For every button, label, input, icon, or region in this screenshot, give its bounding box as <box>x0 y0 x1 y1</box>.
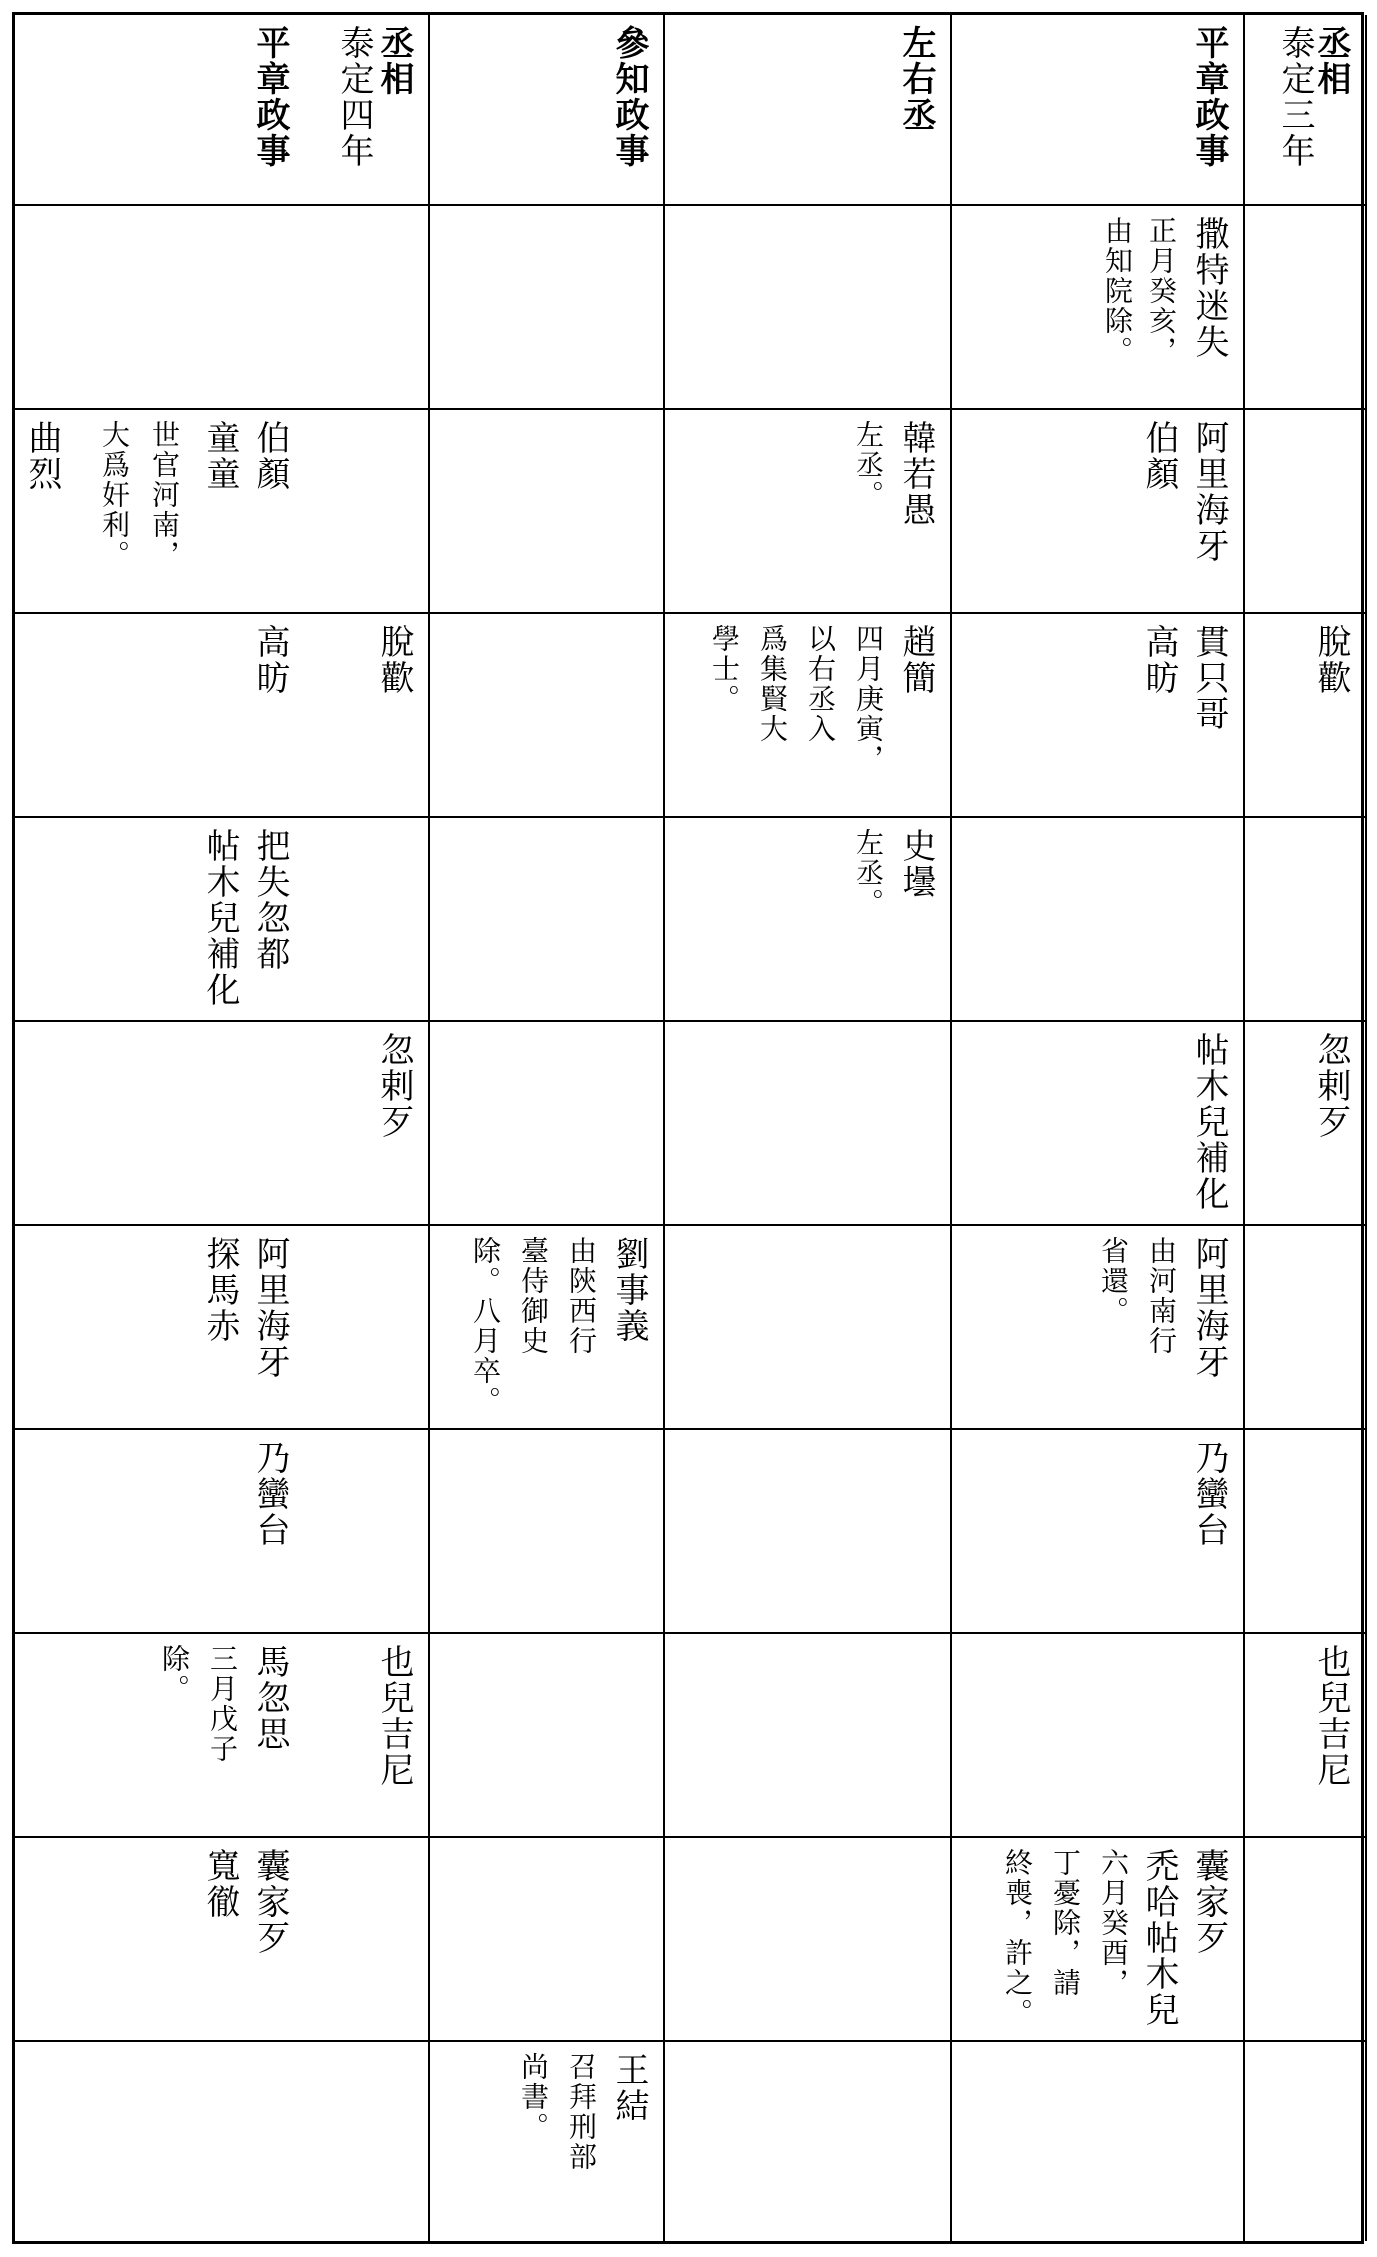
annotation-text: 以右丞入 <box>804 624 837 744</box>
table-cell <box>430 1022 665 1226</box>
table-cell <box>430 818 665 1022</box>
annotation-text: 正月癸亥， <box>1145 216 1178 366</box>
table-cell <box>952 1634 1245 1838</box>
table-cell <box>304 206 430 410</box>
table-cell <box>430 614 665 818</box>
entry-name: 參知政事 <box>609 25 649 169</box>
header-cell-zuoyoucheng-4 <box>665 15 952 206</box>
table-cell <box>304 1430 430 1634</box>
table-cell <box>1245 1022 1367 1226</box>
header-cell-year-3 <box>1245 15 1367 206</box>
annotation-text: 除。 <box>158 1644 191 1704</box>
entry-name: 王結 <box>609 2052 649 2124</box>
annotation-text: 終喪，許之。 <box>1001 1848 1034 2028</box>
entry-name: 忽剌歹 <box>374 1032 414 1140</box>
table-cell <box>15 614 304 818</box>
entry-name: 囊家歹 <box>250 1848 290 1956</box>
entry-name: 趙簡 <box>896 624 936 696</box>
annotation-text: 三月戊子 <box>206 1644 239 1764</box>
entry-name: 阿里海牙 <box>1189 1236 1229 1380</box>
table-cell <box>665 818 952 1022</box>
table-cell <box>665 2042 952 2241</box>
header-cell-pingzhang-3 <box>952 15 1245 206</box>
entry-name: 把失忽都 <box>250 828 290 972</box>
entry-name: 阿里海牙 <box>1189 420 1229 564</box>
table-cell <box>1245 2042 1367 2241</box>
table-cell <box>952 1022 1245 1226</box>
annotation-text: 由陝西行 <box>565 1236 598 1356</box>
entry-name: 忽剌歹 <box>1311 1032 1351 1140</box>
entry-name: 也兒吉尼 <box>374 1644 414 1788</box>
table-cell <box>430 206 665 410</box>
table-cell <box>1245 1634 1367 1838</box>
table-cell <box>952 818 1245 1022</box>
table-cell <box>952 410 1245 614</box>
entry-name: 伯顏 <box>1139 420 1179 492</box>
entry-name: 平章政事 <box>1189 25 1229 169</box>
annotation-text: 臺侍御史 <box>517 1236 550 1356</box>
entry-name: 丞相 <box>374 25 414 97</box>
entry-name: 乃蠻台 <box>1189 1440 1229 1548</box>
table-cell <box>304 818 430 1022</box>
entry-name: 囊家歹 <box>1189 1848 1229 1956</box>
entry-name: 史壜 <box>896 828 936 900</box>
table-cell <box>304 410 430 614</box>
entry-name: 禿哈帖木兒 <box>1139 1848 1179 2028</box>
table-cell <box>665 1634 952 1838</box>
table-cell <box>1245 206 1367 410</box>
table-cell <box>1245 818 1367 1022</box>
entry-name: 探馬赤 <box>200 1236 240 1344</box>
table-cell <box>430 1634 665 1838</box>
header-cell-pingzhang-4 <box>15 15 304 206</box>
table-cell <box>430 1226 665 1430</box>
entry-name: 丞相 <box>1311 25 1351 97</box>
header-cell-canzhi-4 <box>430 15 665 206</box>
official-roster-table <box>12 12 1364 2244</box>
table-cell <box>1245 1430 1367 1634</box>
table-cell <box>665 206 952 410</box>
annotation-text: 召拜刑部 <box>565 2052 598 2172</box>
table-cell <box>15 818 304 1022</box>
entry-name: 寬徹 <box>200 1848 240 1920</box>
table-cell <box>304 1022 430 1226</box>
entry-name: 泰定四年 <box>334 25 374 169</box>
table-cell <box>952 1430 1245 1634</box>
entry-name: 曲烈 <box>22 420 62 492</box>
annotation-text: 世官河南， <box>148 420 181 570</box>
annotation-text: 省還。 <box>1097 1236 1130 1326</box>
annotation-text: 除。八月卒。 <box>469 1236 502 1416</box>
entry-name: 撒特迷失 <box>1189 216 1229 360</box>
table-cell <box>665 1022 952 1226</box>
annotation-text: 左丞。 <box>852 420 885 510</box>
table-cell <box>15 1022 304 1226</box>
table-cell <box>665 410 952 614</box>
table-cell <box>1245 1838 1367 2042</box>
entry-name: 高昉 <box>1139 624 1179 696</box>
entry-name: 劉事義 <box>609 1236 649 1344</box>
entry-name: 脫歡 <box>374 624 414 696</box>
table-cell <box>952 2042 1245 2241</box>
table-cell <box>952 614 1245 818</box>
entry-name: 韓若愚 <box>896 420 936 528</box>
table-cell <box>952 1226 1245 1430</box>
table-cell <box>15 410 304 614</box>
table-cell <box>304 1838 430 2042</box>
entry-name: 馬忽思 <box>250 1644 290 1752</box>
table-cell <box>430 1430 665 1634</box>
annotation-text: 學士。 <box>708 624 741 714</box>
table-cell <box>665 1226 952 1430</box>
entry-name: 泰定三年 <box>1275 25 1315 169</box>
table-cell <box>665 614 952 818</box>
entry-name: 乃蠻台 <box>250 1440 290 1548</box>
table-cell <box>665 1430 952 1634</box>
entry-name: 帖木兒補化 <box>200 828 240 1008</box>
entry-name: 平章政事 <box>250 25 290 169</box>
annotation-text: 由河南行 <box>1145 1236 1178 1356</box>
table-cell <box>665 1838 952 2042</box>
annotation-text: 四月庚寅， <box>852 624 885 774</box>
entry-name: 帖木兒補化 <box>1189 1032 1229 1212</box>
table-cell <box>430 1838 665 2042</box>
entry-name: 阿里海牙 <box>250 1236 290 1380</box>
annotation-text: 爲集賢大 <box>756 624 789 744</box>
table-cell <box>1245 1226 1367 1430</box>
annotation-text: 丁憂除，請 <box>1049 1848 1082 1998</box>
table-cell <box>952 1838 1245 2042</box>
header-cell-year-4 <box>304 15 430 206</box>
entry-name: 高昉 <box>250 624 290 696</box>
table-cell <box>304 1634 430 1838</box>
table-cell <box>15 206 304 410</box>
table-cell <box>430 2042 665 2241</box>
entry-name: 童童 <box>200 420 240 492</box>
table-cell <box>15 2042 304 2241</box>
annotation-text: 六月癸酉， <box>1097 1848 1130 1998</box>
annotation-text: 左丞。 <box>852 828 885 918</box>
entry-name: 左右丞 <box>896 25 936 133</box>
annotation-text: 尚書。 <box>517 2052 550 2142</box>
entry-name: 也兒吉尼 <box>1311 1644 1351 1788</box>
entry-name: 貫只哥 <box>1189 624 1229 732</box>
table-cell <box>15 1430 304 1634</box>
table-cell <box>430 410 665 614</box>
table-cell <box>15 1634 304 1838</box>
annotation-text: 由知院除。 <box>1101 216 1134 366</box>
entry-name: 伯顏 <box>250 420 290 492</box>
table-cell <box>1245 614 1367 818</box>
entry-name: 脫歡 <box>1311 624 1351 696</box>
table-cell <box>304 2042 430 2241</box>
table-cell <box>304 1226 430 1430</box>
table-cell <box>15 1838 304 2042</box>
annotation-text: 大爲奸利。 <box>98 420 131 570</box>
table-cell <box>15 1226 304 1430</box>
table-cell <box>952 206 1245 410</box>
table-cell <box>1245 410 1367 614</box>
table-cell <box>304 614 430 818</box>
